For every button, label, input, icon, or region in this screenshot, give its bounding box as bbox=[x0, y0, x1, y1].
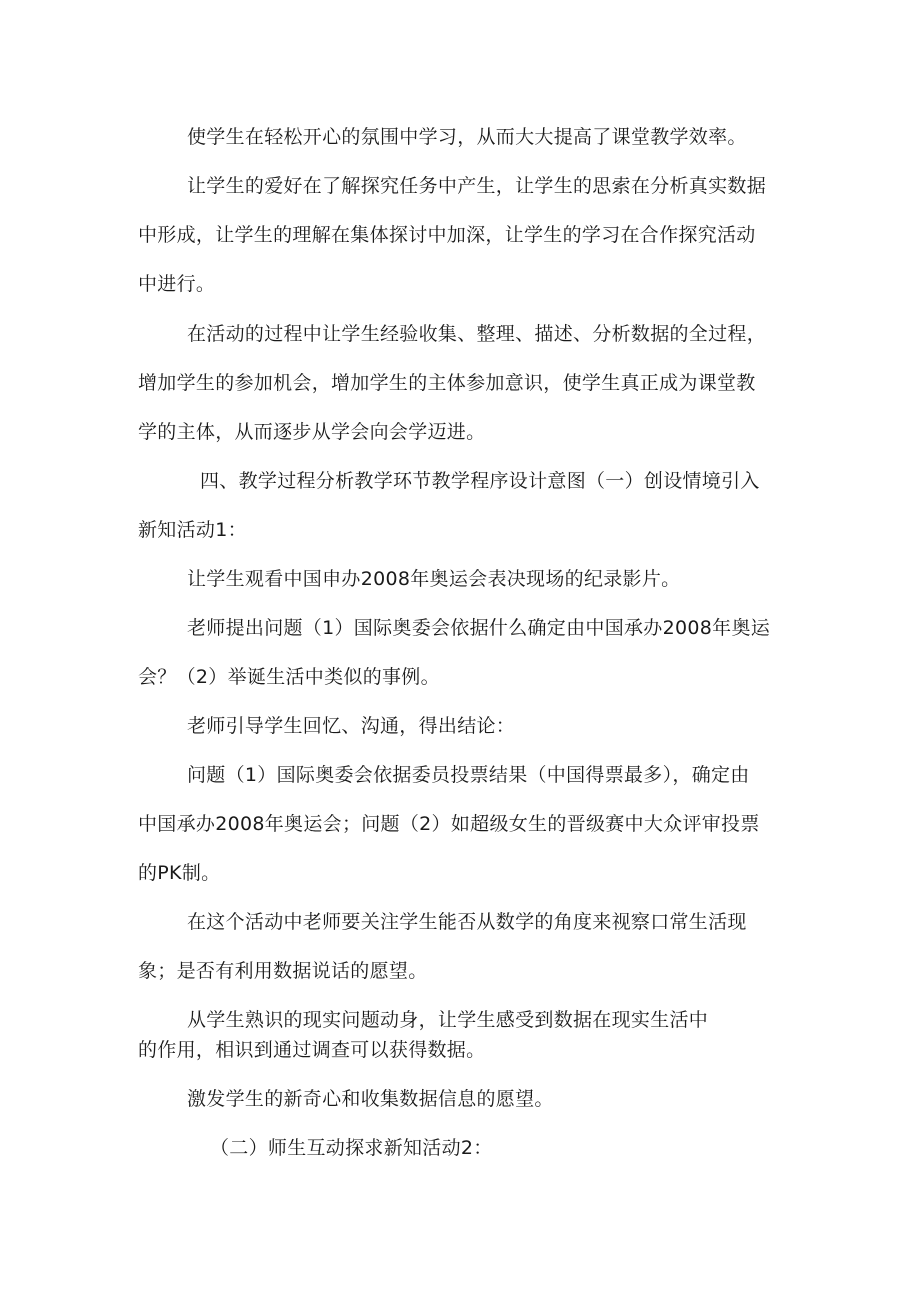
text-line: 老师提出问题（1）国际奥委会依据什么确定由中国承办2008年奥运 bbox=[187, 617, 771, 639]
text-line: 的作用，相识到通过调查可以获得数据。 bbox=[138, 1039, 486, 1061]
text-line: 在活动的过程中让学生经验收集、整理、描述、分析数据的全过程， bbox=[187, 323, 767, 345]
text-line: 的PK制。 bbox=[138, 862, 221, 884]
section-heading: （二）师生互动探求新知活动2： bbox=[210, 1137, 493, 1159]
section-heading: 四、教学过程分析教学环节教学程序设计意图（一）创设情境引入 bbox=[200, 470, 760, 492]
text-line: 让学生观看中国申办2008年奥运会表决现场的纪录影片。 bbox=[187, 568, 681, 590]
text-line: 学的主体，从而逐步从学会向会学迈进。 bbox=[138, 421, 486, 443]
text-line: 在这个活动中老师要关注学生能否从数学的角度来视察口常生活现 bbox=[187, 911, 747, 933]
text-line: 问题（1）国际奥委会依据委员投票结果（中国得票最多），确定由 bbox=[187, 764, 750, 786]
text-line: 中国承办2008年奥运会；问题（2）如超级女生的晋级赛中大众评审投票 bbox=[138, 813, 760, 835]
text-line: 从学生熟识的现实问题动身，让学生感受到数据在现实生活中 bbox=[187, 1009, 709, 1031]
text-line: 中形成，让学生的理解在集体探讨中加深，让学生的学习在合作探究活动 bbox=[138, 224, 756, 246]
text-line: 使学生在轻松开心的氛围中学习，从而大大提高了课堂教学效率。 bbox=[187, 126, 747, 148]
text-line: 象；是否有利用数据说话的愿望。 bbox=[138, 960, 428, 982]
text-line: 中进行。 bbox=[138, 273, 216, 295]
text-line: 让学生的爱好在了解探究任务中产生，让学生的思索在分析真实数据 bbox=[187, 175, 767, 197]
text-line: 增加学生的参加机会，增加学生的主体参加意识，使学生真正成为课堂教 bbox=[138, 372, 756, 394]
text-line: 激发学生的新奇心和收集数据信息的愿望。 bbox=[187, 1088, 554, 1110]
text-line: 老师引导学生回忆、沟通，得出结论： bbox=[187, 715, 516, 737]
text-line: 会？（2）举诞生活中类似的事例。 bbox=[138, 666, 440, 688]
text-line: 新知活动1： bbox=[138, 519, 247, 541]
